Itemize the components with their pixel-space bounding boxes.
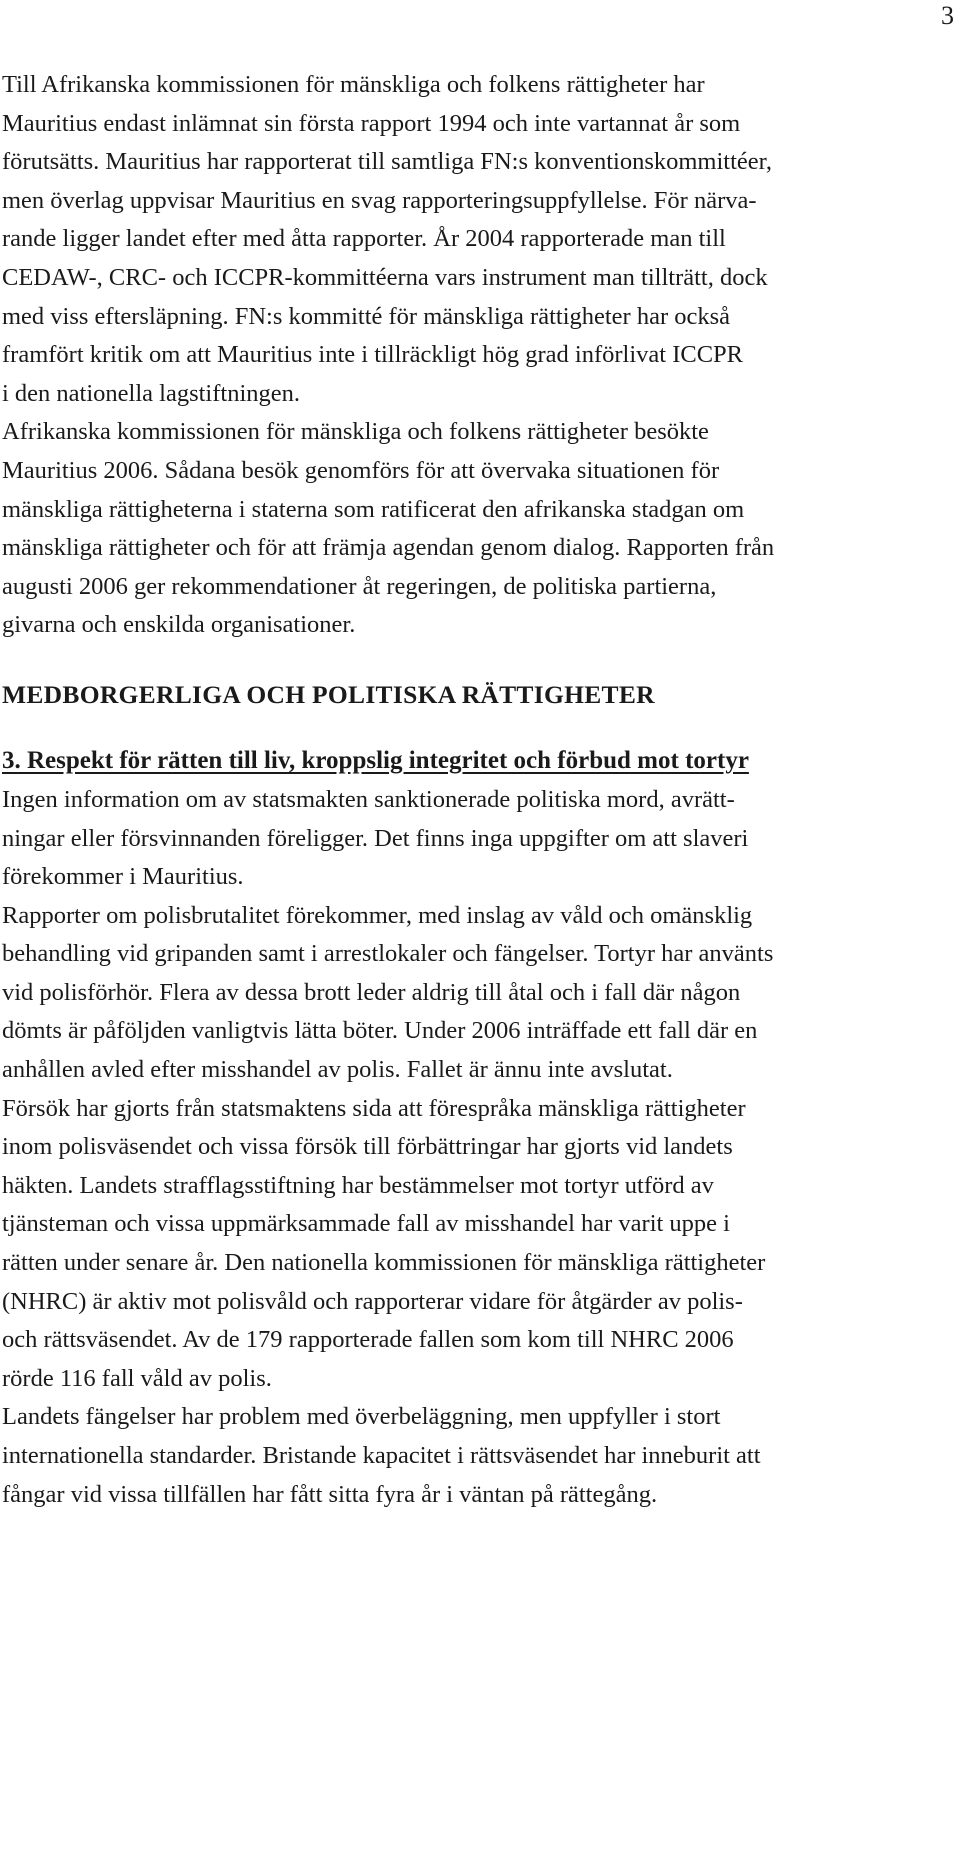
text-line: men överlag uppvisar Mauritius en svag rapporteringsuppfyllelse. För närva- — [2, 186, 757, 214]
paragraph-state-efforts — [2, 1090, 957, 1399]
text-line: augusti 2006 ger rekommendationer åt regeringen, de politiska partierna, — [2, 572, 717, 600]
text-line: Till Afrikanska kommissionen för mänskliga och folkens rättigheter har — [2, 71, 705, 98]
text-line: med viss eftersläpning. FN:s kommitté för mänskliga rättigheter har också — [2, 302, 731, 330]
text-line: dömts är påföljden vanligtvis lätta böter. Under 2006 inträffade ett fall där en — [2, 1017, 758, 1045]
paragraph-prisons — [2, 1398, 957, 1514]
paragraph-political-killings — [2, 781, 957, 897]
text-line: CEDAW-, CRC- och ICCPR-kommittéerna vars instrument man tillträtt, dock — [2, 263, 768, 291]
text-line: Afrikanska kommissionen för mänskliga och folkens rättigheter besökte — [2, 418, 709, 446]
text-line: förutsätts. Mauritius har rapporterat till samtliga FN:s konventionskommittéer, — [2, 148, 772, 176]
text-line: Landets fängelser har problem med överbeläggning, men uppfyller i stort — [2, 1403, 721, 1431]
text-line: och rättsväsendet. Av de 179 rapporterade fallen som kom till NHRC 2006 — [2, 1326, 734, 1354]
text-line: mänskliga rättigheter och för att främja agendan genom dialog. Rapporten från — [2, 534, 775, 562]
text-line: Mauritius endast inlämnat sin första rapport 1994 och inte vartannat år som — [2, 109, 741, 137]
text-line: Rapporter om polisbrutalitet förekommer, med inslag av våld och omänsklig — [2, 901, 753, 929]
text-line: Mauritius 2006. Sådana besök genomförs för att övervaka situationen för — [2, 456, 720, 484]
text-line: ningar eller försvinnanden föreligger. Det finns inga uppgifter om att slaveri — [2, 824, 749, 852]
text-line: mänskliga rättigheterna i staterna som ratificerat den afrikanska stadgan om — [2, 495, 745, 523]
text-line: (NHRC) är aktiv mot polisvåld och rapporterar vidare för åtgärder av polis- — [2, 1287, 743, 1315]
text-line: häkten. Landets strafflagsstiftning har bestämmelser mot tortyr utförd av — [2, 1171, 714, 1199]
text-line: Försök har gjorts från statsmaktens sida att förespråka mänskliga rättigheter — [2, 1094, 746, 1122]
text-line: rörde 116 fall våld av polis. — [2, 1364, 272, 1392]
text-line: Ingen information om av statsmakten sanktionerade politiska mord, avrätt- — [2, 785, 735, 813]
text-line: framfört kritik om att Mauritius inte i tillräckligt hög grad införlivat ICCPR — [2, 341, 744, 369]
text-line: inom polisväsendet och vissa försök till förbättringar har gjorts vid landets — [2, 1133, 733, 1161]
text-line: rande ligger landet efter med åtta rapporter. År 2004 rapporterade man till — [2, 225, 726, 253]
text-line: anhållen avled efter misshandel av polis. Fallet är ännu inte avslutat. — [2, 1056, 673, 1084]
text-line: i den nationella lagstiftningen. — [2, 379, 301, 407]
text-line: rätten under senare år. Den nationella kommissionen för mänskliga rättigheter — [2, 1249, 766, 1277]
paragraph-police-brutality — [2, 897, 957, 1090]
text-line: givarna och enskilda organisationer. — [2, 611, 356, 639]
text-line: behandling vid gripanden samt i arrestlokaler och fängelser. Tortyr har använts — [2, 940, 774, 968]
section-heading: MEDBORGERLIGA OCH POLITISKA RÄTTIGHETER — [2, 679, 655, 709]
page-number: 3 — [941, 1, 954, 30]
text-line: vid polisförhör. Flera av dessa brott leder aldrig till åtal och i fall där någon — [2, 978, 741, 1006]
paragraph-reporting-obligations — [2, 66, 957, 413]
subsection-heading: 3. Respekt för rätten till liv, kroppslig integritet och förbud mot tortyr — [2, 746, 749, 774]
page-content — [2, 66, 957, 1514]
paragraph-commission-visit — [2, 413, 957, 645]
text-line: förekommer i Mauritius. — [2, 863, 244, 891]
text-line: internationella standarder. Bristande kapacitet i rättsväsendet har inneburit att — [2, 1442, 761, 1469]
text-line: fångar vid vissa tillfällen har fått sitta fyra år i väntan på rättegång. — [2, 1480, 658, 1508]
text-line: tjänsteman och vissa uppmärksammade fall av misshandel har varit uppe i — [2, 1210, 730, 1238]
